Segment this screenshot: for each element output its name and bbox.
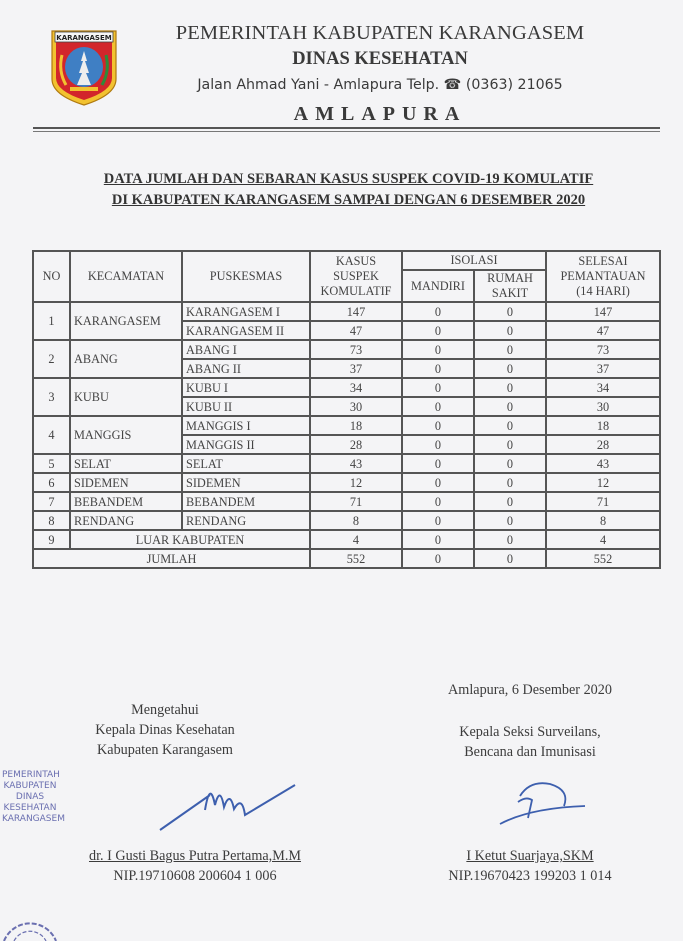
cell-mandiri: 0 (402, 530, 474, 549)
document-title-line-1: DATA JUMLAH DAN SEBARAN KASUS SUSPEK COVID-19 KOMULATIF (103, 171, 594, 187)
cell-mandiri: 0 (402, 340, 474, 359)
cell-puskesmas: ABANG I (182, 340, 310, 359)
cell-selesai: 71 (546, 492, 660, 511)
header-isolasi: ISOLASI (402, 251, 546, 270)
cell-selesai: 73 (546, 340, 660, 359)
karangasem-coat-of-arms-logo (50, 27, 118, 107)
header-selesai (546, 251, 660, 302)
cell-kasus: 73 (310, 340, 402, 359)
letterhead-government: PEMERINTAH KABUPATEN KARANGASEM (175, 22, 585, 44)
header-kasus-suspek (310, 251, 402, 302)
sig-left-line-1: Mengetahui (131, 702, 199, 718)
header-mandiri: MANDIRI (402, 270, 474, 302)
letterhead-agency: DINAS KESEHATAN (292, 49, 468, 69)
cell-mandiri: 0 (402, 473, 474, 492)
cell-puskesmas: RENDANG (182, 511, 310, 530)
cell-mandiri: 0 (402, 416, 474, 435)
letterhead-divider-thick (33, 127, 660, 129)
stamp-text-mid: DINAS KESEHATAN (3, 792, 57, 813)
sig-right-name: I Ketut Suarjaya,SKM (466, 848, 594, 864)
letterhead-address: Jalan Ahmad Yani - Amlapura Telp. ☎ (0363) 21065 (197, 77, 563, 93)
sig-right-place-date: Amlapura, 6 Desember 2020 (448, 682, 612, 698)
table-row (33, 492, 660, 511)
cell-puskesmas: MANGGIS II (182, 435, 310, 454)
header-selesai-line-2: PEMANTAUAN (560, 269, 646, 283)
table-row (33, 302, 660, 321)
cell-puskesmas: KARANGASEM II (182, 321, 310, 340)
table-body (33, 302, 660, 568)
header-rs-line-2: SAKIT (491, 286, 529, 300)
cell-mandiri: 0 (402, 321, 474, 340)
table-row-luar-kabupaten (33, 530, 660, 549)
sig-right-line-1: Kepala Seksi Surveilans, (459, 724, 601, 740)
cell-luar-label: LUAR KABUPATEN (70, 530, 310, 549)
cell-selesai: 37 (546, 359, 660, 378)
cell-kecamatan: KARANGASEM (70, 302, 182, 340)
cell-kasus: 4 (310, 530, 402, 549)
cell-no: 3 (33, 378, 70, 416)
sig-left-name: dr. I Gusti Bagus Putra Pertama,M.M (88, 848, 301, 864)
cell-puskesmas: MANGGIS I (182, 416, 310, 435)
signature-block-left (40, 700, 290, 760)
header-puskesmas: PUSKESMAS (182, 251, 310, 302)
cell-rumah-sakit: 0 (474, 473, 546, 492)
cell-mandiri: 0 (402, 454, 474, 473)
cell-kasus: 147 (310, 302, 402, 321)
signature-block-right (410, 680, 650, 762)
cell-puskesmas: KUBU I (182, 378, 310, 397)
cell-no: 8 (33, 511, 70, 530)
cell-kasus: 28 (310, 435, 402, 454)
logo-text: KARANGASEM (56, 33, 112, 42)
cell-puskesmas: KUBU II (182, 397, 310, 416)
cell-rumah-sakit: 0 (474, 397, 546, 416)
cell-no: 2 (33, 340, 70, 378)
cell-rumah-sakit: 0 (474, 340, 546, 359)
cell-mandiri: 0 (402, 435, 474, 454)
cell-mandiri: 0 (402, 397, 474, 416)
cell-mandiri: 0 (402, 511, 474, 530)
cell-mandiri: 0 (402, 359, 474, 378)
cell-selesai: 147 (546, 302, 660, 321)
cell-rumah-sakit: 0 (474, 454, 546, 473)
cell-selesai: 43 (546, 454, 660, 473)
table-header-row (33, 251, 660, 270)
signatory-right (410, 846, 650, 886)
cell-selesai: 4 (546, 530, 660, 549)
letterhead-divider-thin (33, 131, 660, 132)
cell-no: 4 (33, 416, 70, 454)
cell-puskesmas: BEBANDEM (182, 492, 310, 511)
cell-kecamatan: RENDANG (70, 511, 182, 530)
official-stamp-icon (0, 886, 60, 941)
sig-left-nip: NIP.19710608 200604 1 006 (113, 868, 277, 884)
cell-total-mandiri: 0 (402, 549, 474, 568)
table-row (33, 473, 660, 492)
cell-rumah-sakit: 0 (474, 492, 546, 511)
cell-kasus: 34 (310, 378, 402, 397)
cell-puskesmas: SIDEMEN (182, 473, 310, 492)
sig-left-line-2: Kepala Dinas Kesehatan (95, 722, 235, 738)
covid-suspect-cases-table (32, 250, 661, 569)
stamp-text-bottom: KARANGASEM (2, 814, 65, 824)
cell-selesai: 34 (546, 378, 660, 397)
cell-kasus: 8 (310, 511, 402, 530)
header-rumah-sakit (474, 270, 546, 302)
header-rs-line-1: RUMAH (487, 271, 533, 285)
header-kasus-line-1: KASUS (335, 254, 377, 268)
cell-kecamatan: ABANG (70, 340, 182, 378)
cell-kasus: 12 (310, 473, 402, 492)
sig-right-nip: NIP.19670423 199203 1 014 (448, 868, 612, 884)
cell-kasus: 18 (310, 416, 402, 435)
letterhead-city: AMLAPURA (293, 103, 467, 125)
cell-kecamatan: SELAT (70, 454, 182, 473)
table-row (33, 340, 660, 359)
cell-rumah-sakit: 0 (474, 302, 546, 321)
header-no: NO (33, 251, 70, 302)
document-title-line-2: DI KABUPATEN KARANGASEM SAMPAI DENGAN 6 DESEMBER 2020 (111, 192, 586, 208)
header-kasus-line-3: KOMULATIF (320, 284, 392, 298)
cell-rumah-sakit: 0 (474, 530, 546, 549)
cell-rumah-sakit: 0 (474, 435, 546, 454)
header-selesai-line-3: (14 HARI) (576, 284, 630, 298)
table-row-total (33, 549, 660, 568)
cell-puskesmas: SELAT (182, 454, 310, 473)
cell-selesai: 30 (546, 397, 660, 416)
table-row (33, 378, 660, 397)
cell-mandiri: 0 (402, 378, 474, 397)
cell-no: 7 (33, 492, 70, 511)
cell-selesai: 47 (546, 321, 660, 340)
cell-rumah-sakit: 0 (474, 511, 546, 530)
cell-selesai: 8 (546, 511, 660, 530)
header-kecamatan: KECAMATAN (70, 251, 182, 302)
cell-rumah-sakit: 0 (474, 378, 546, 397)
header-kasus-line-2: SUSPEK (333, 269, 379, 283)
sig-right-line-2: Bencana dan Imunisasi (464, 744, 596, 760)
cell-puskesmas: ABANG II (182, 359, 310, 378)
cell-kasus: 47 (310, 321, 402, 340)
cell-total-label: JUMLAH (33, 549, 310, 568)
stamp-text-top: PEMERINTAH KABUPATEN (2, 770, 60, 791)
signatory-left (60, 846, 330, 886)
cell-kasus: 30 (310, 397, 402, 416)
cell-kasus: 37 (310, 359, 402, 378)
signature-scribble-left-icon (150, 775, 300, 835)
table-row (33, 416, 660, 435)
cell-total-selesai: 552 (546, 549, 660, 568)
sig-left-line-3: Kabupaten Karangasem (97, 742, 233, 758)
cell-kasus: 71 (310, 492, 402, 511)
cell-rumah-sakit: 0 (474, 359, 546, 378)
cell-selesai: 12 (546, 473, 660, 492)
cell-rumah-sakit: 0 (474, 321, 546, 340)
table-row (33, 511, 660, 530)
cell-no: 5 (33, 454, 70, 473)
header-selesai-line-1: SELESAI (578, 254, 628, 268)
cell-no: 9 (33, 530, 70, 549)
signature-scribble-right-icon (490, 778, 590, 828)
cell-rumah-sakit: 0 (474, 416, 546, 435)
cell-selesai: 28 (546, 435, 660, 454)
cell-kecamatan: SIDEMEN (70, 473, 182, 492)
cell-kecamatan: MANGGIS (70, 416, 182, 454)
cell-kasus: 43 (310, 454, 402, 473)
cell-puskesmas: KARANGASEM I (182, 302, 310, 321)
cell-kecamatan: KUBU (70, 378, 182, 416)
cell-no: 6 (33, 473, 70, 492)
table-row (33, 454, 660, 473)
cell-kecamatan: BEBANDEM (70, 492, 182, 511)
cell-total-kasus: 552 (310, 549, 402, 568)
cell-total-rumah-sakit: 0 (474, 549, 546, 568)
cell-mandiri: 0 (402, 492, 474, 511)
stamp-label (2, 770, 65, 825)
cell-selesai: 18 (546, 416, 660, 435)
cell-no: 1 (33, 302, 70, 340)
cell-mandiri: 0 (402, 302, 474, 321)
